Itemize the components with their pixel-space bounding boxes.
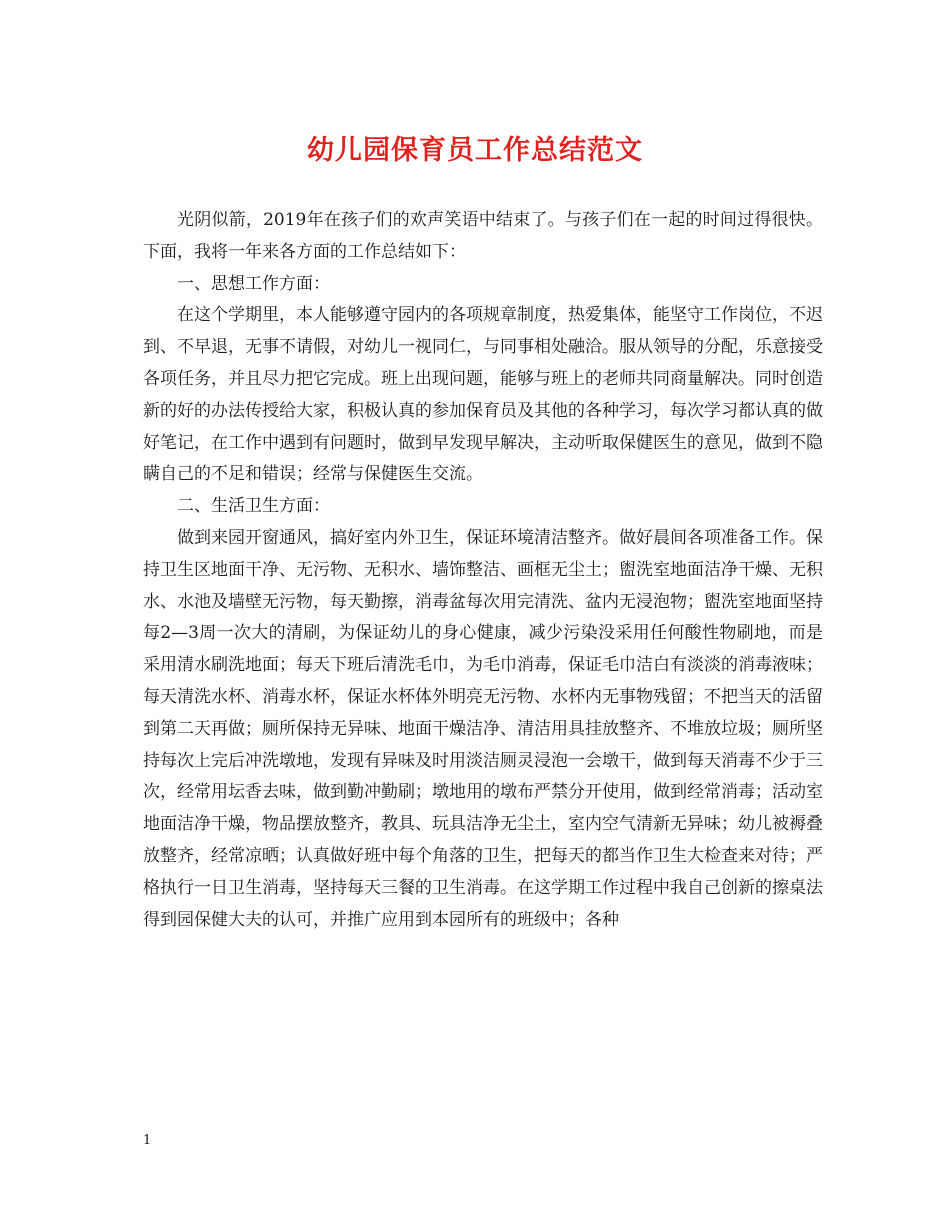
document-body xyxy=(143,205,823,936)
paragraph-intro: 光阴似箭，2019年在孩子们的欢声笑语中结束了。与孩子们在一起的时间过得很快。下面，我将一年来各方面的工作总结如下： xyxy=(143,210,823,262)
document-title: 幼儿园保育员工作总结范文 xyxy=(307,135,643,166)
paragraph-thought-work: 在这个学期里，本人能够遵守园内的各项规章制度，热爱集体，能坚守工作岗位，不迟到、不早退，无事不请假，对幼儿一视同仁，与同事相处融洽。服从领导的分配，乐意接受各项任务，并且尽力把它完成。班上出现问题，能够与班上的老师共同商量解决。同时创造新的好的办法传授给大家，积极认真的参加保育员及其他的各种学习，每次学习都认真的做好笔记，在工作中遇到有问题时，做到早发现早解决，主动听取保健医生的意见，做到不隐瞒自己的不足和错误；经常与保健医生交流。 xyxy=(143,305,823,485)
section-heading-hygiene: 二、生活卫生方面： xyxy=(177,496,330,517)
page-number: 1 xyxy=(143,1133,152,1148)
paragraph-hygiene-work: 做到来园开窗通风，搞好室内外卫生，保证环境清洁整齐。做好晨间各项准备工作。保持卫生区地面干净、无污物、无积水、墙饰整洁、画框无尘土；盥洗室地面洁净干燥、无积水、水池及墙壁无污物，每天勤擦，消毒盆每次用完清洗、盆内无浸泡物；盥洗室地面坚持每2—3周一次大的清刷，为保证幼儿的身心健康，减少污染没采用任何酸性物刷地，而是采用清水刷洗地面；每天下班后清洗毛巾，为毛巾消毒，保证毛巾洁白有淡淡的消毒液味；每天清洗水杯、消毒水杯，保证水杯体外明亮无污物、水杯内无事物残留；不把当天的活留到第二天再做；厕所保持无异味、地面干燥洁净、清洁用具挂放整齐、不堆放垃圾；厕所坚持每次上完后冲洗墩地，发现有异味及时用淡洁厕灵浸泡一会墩干，做到每天消毒不少于三次，经常用坛香去味，做到勤冲勤刷；墩地用的墩布严禁分开使用，做到经常消毒；活动室地面洁净干燥，物品摆放整齐，教具、玩具洁净无尘土，室内空气清新无异味；幼儿被褥叠放整齐，经常凉晒；认真做好班中每个角落的卫生，把每天的都当作卫生大检查来对待；严格执行一日卫生消毒，坚持每天三餐的卫生消毒。在这学期工作过程中我自己创新的擦桌法得到园保健大夫的认可，并推广应用到本园所有的班级中；各种 xyxy=(143,527,823,930)
section-heading-thought: 一、思想工作方面： xyxy=(177,273,330,294)
